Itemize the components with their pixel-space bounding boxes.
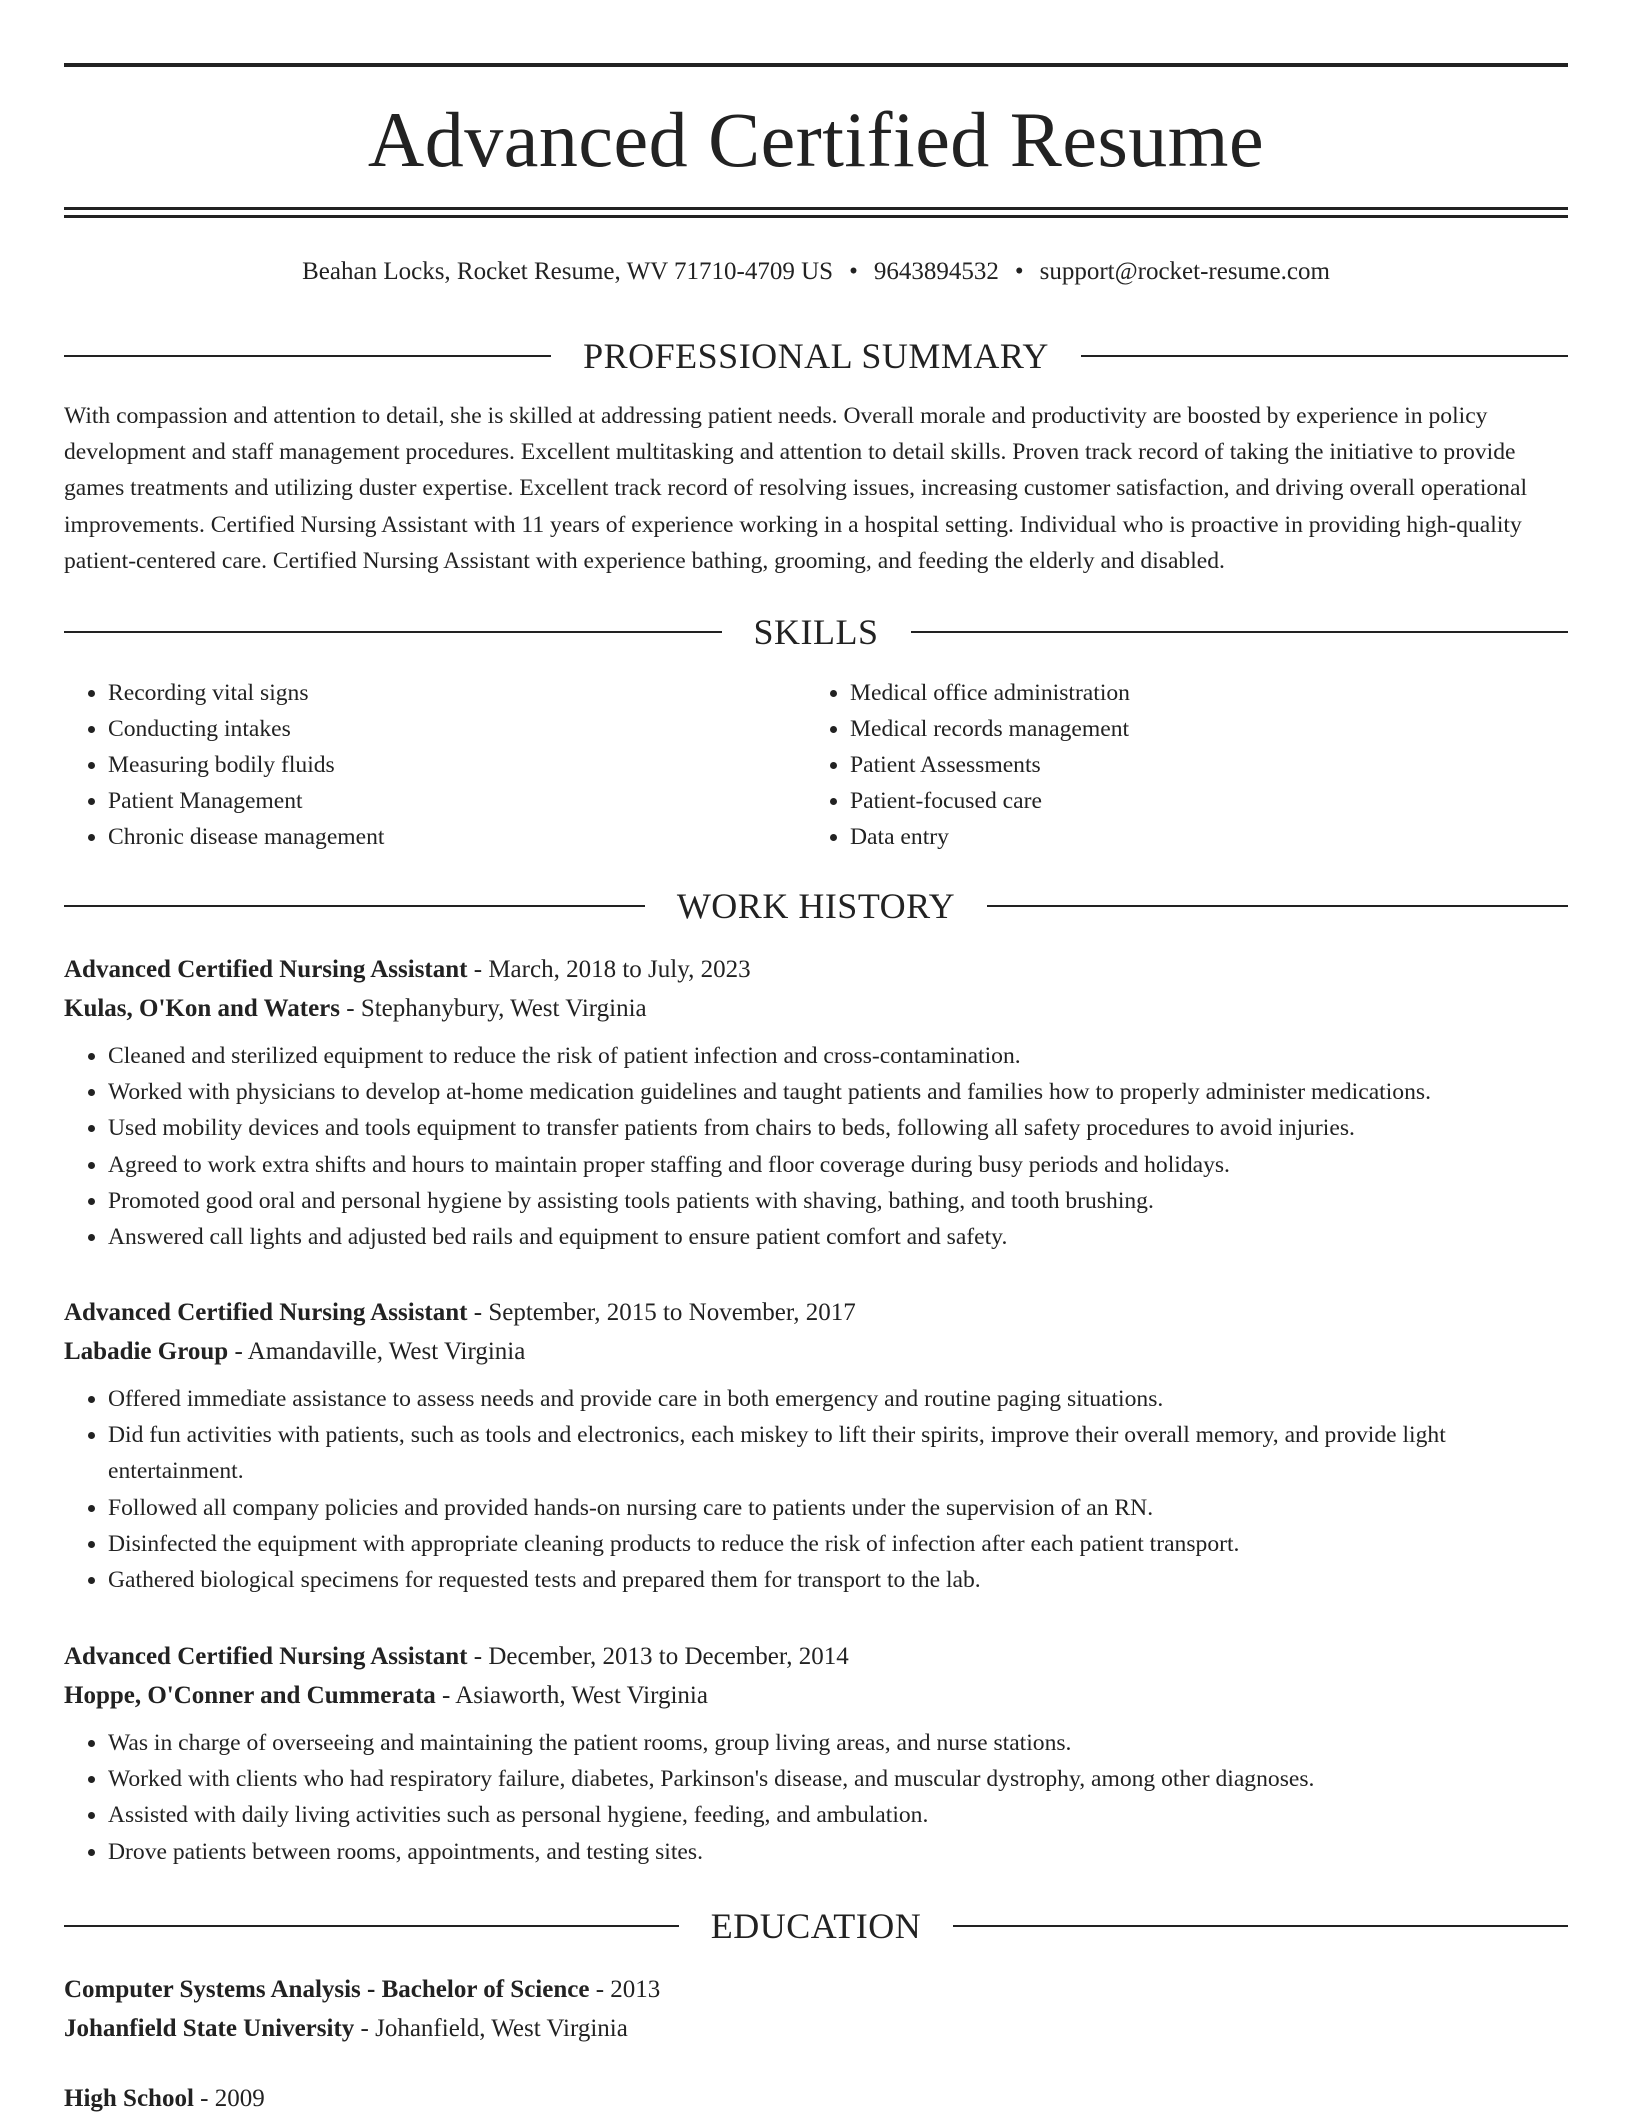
job-bullets bbox=[64, 1038, 1568, 1255]
skill-item: • Recording vital signs bbox=[108, 675, 806, 711]
section-heading-education bbox=[64, 1901, 1568, 1951]
job-location: - Amandaville, West Virginia bbox=[228, 1338, 526, 1365]
job-company-line bbox=[64, 1332, 1568, 1371]
job-title: Advanced Certified Nursing Assistant bbox=[64, 1299, 468, 1326]
education-degree: Computer Systems Analysis - Bachelor of Science bbox=[64, 1976, 590, 2003]
job-company: Kulas, O'Kon and Waters bbox=[64, 995, 340, 1022]
skill-item: • Patient Management bbox=[108, 783, 806, 819]
skill-item: • Chronic disease management bbox=[108, 819, 806, 855]
job-entry bbox=[64, 1637, 1568, 1870]
heading-rule bbox=[64, 631, 722, 633]
job-bullets bbox=[64, 1381, 1568, 1598]
skills-column-right bbox=[806, 675, 1548, 855]
resume-title: Advanced Certified Resume bbox=[367, 96, 1265, 183]
job-bullet: • Used mobility devices and tools equipment to transfer patients from chairs to beds, following all safety procedures to avoid injuries. bbox=[108, 1110, 1568, 1146]
skill-item: • Conducting intakes bbox=[108, 711, 806, 747]
education-year: - 2013 bbox=[589, 1976, 661, 2003]
top-rule bbox=[64, 63, 1568, 67]
skill-item: • Medical records management bbox=[850, 711, 1548, 747]
education-location: - Johanfield, West Virginia bbox=[354, 2015, 628, 2042]
education-entry bbox=[64, 2079, 1568, 2118]
title-rule-upper bbox=[64, 207, 1568, 210]
education-school: Johanfield State University bbox=[64, 2015, 355, 2042]
job-bullet: • Worked with physicians to develop at-home medication guidelines and taught patients and families how to properly administer medications. bbox=[108, 1074, 1568, 1110]
job-bullet: • Promoted good oral and personal hygiene by assisting tools patients with shaving, bathing, and tooth brushing. bbox=[108, 1183, 1568, 1219]
section-heading-summary bbox=[64, 331, 1568, 381]
heading-rule bbox=[987, 905, 1568, 907]
job-title-line bbox=[64, 1293, 1568, 1332]
job-bullets bbox=[64, 1725, 1568, 1870]
job-entry bbox=[64, 1293, 1568, 1598]
job-dates: - December, 2013 to December, 2014 bbox=[467, 1643, 849, 1670]
education-degree: High School bbox=[64, 2085, 194, 2112]
job-location: - Asiaworth, West Virginia bbox=[435, 1682, 708, 1709]
education-degree-line bbox=[64, 1970, 1568, 2009]
contact-phone: 9643894532 bbox=[873, 258, 999, 285]
skill-item: • Medical office administration bbox=[850, 675, 1548, 711]
section-title: WORK HISTORY bbox=[676, 886, 956, 926]
section-title: EDUCATION bbox=[710, 1906, 922, 1946]
job-company: Hoppe, O'Conner and Cummerata bbox=[64, 1682, 436, 1709]
title-rule-lower bbox=[64, 215, 1568, 218]
job-title: Advanced Certified Nursing Assistant bbox=[64, 1643, 468, 1670]
job-bullet: • Offered immediate assistance to assess needs and provide care in both emergency and routine paging situations. bbox=[108, 1381, 1568, 1417]
job-bullet: • Answered call lights and adjusted bed rails and equipment to ensure patient comfort and safety. bbox=[108, 1219, 1568, 1255]
job-bullet: • Agreed to work extra shifts and hours to maintain proper staffing and floor coverage during busy periods and holidays. bbox=[108, 1147, 1568, 1183]
contact-address: Beahan Locks, Rocket Resume, WV 71710-4709 US bbox=[302, 258, 834, 285]
job-bullet: • Assisted with daily living activities such as personal hygiene, feeding, and ambulation. bbox=[108, 1797, 1568, 1833]
job-company: Labadie Group bbox=[64, 1338, 229, 1365]
job-dates: - September, 2015 to November, 2017 bbox=[467, 1299, 856, 1326]
heading-rule bbox=[953, 1925, 1568, 1927]
education-school-line bbox=[64, 2009, 1568, 2048]
section-heading-work bbox=[64, 881, 1568, 931]
job-entry bbox=[64, 950, 1568, 1255]
skill-item: • Measuring bodily fluids bbox=[108, 747, 806, 783]
job-company-line bbox=[64, 1676, 1568, 1715]
job-title-line bbox=[64, 950, 1568, 989]
job-title-line bbox=[64, 1637, 1568, 1676]
job-bullet: • Cleaned and sterilized equipment to reduce the risk of patient infection and cross-contamination. bbox=[108, 1038, 1568, 1074]
job-bullet: • Drove patients between rooms, appointments, and testing sites. bbox=[108, 1834, 1568, 1870]
education-year: - 2009 bbox=[193, 2085, 265, 2112]
summary-text: With compassion and attention to detail, she is skilled at addressing patient needs. Overall morale and productivity are boosted by experience in policy development and staff management procedures. Excellent multitasking and attention to detail skills. Proven track record of taking the initiative to provide games treatments and utilizing duster expertise. Excellent track record of resolving issues, increasing customer satisfaction, and driving overall operational improvements. Certified Nursing Assistant with 11 years of experience working in a hospital setting. Individual who is proactive in providing high-quality patient-centered care. Certified Nursing Assistant with experience bathing, grooming, and feeding the elderly and disabled. bbox=[64, 403, 1527, 574]
heading-rule bbox=[64, 355, 551, 357]
skills-column-left bbox=[64, 675, 806, 855]
skills-list bbox=[64, 675, 1568, 855]
job-bullet: • Disinfected the equipment with appropriate cleaning products to reduce the risk of infection after each patient transport. bbox=[108, 1526, 1568, 1562]
skill-item: • Data entry bbox=[850, 819, 1548, 855]
job-bullet: • Followed all company policies and provided hands-on nursing care to patients under the supervision of an RN. bbox=[108, 1490, 1568, 1526]
job-bullet: • Gathered biological specimens for requested tests and prepared them for transport to the lab. bbox=[108, 1562, 1568, 1598]
skill-item: • Patient Assessments bbox=[850, 747, 1548, 783]
job-company-line bbox=[64, 989, 1568, 1028]
section-title: PROFESSIONAL SUMMARY bbox=[583, 336, 1049, 376]
section-heading-skills bbox=[64, 607, 1568, 657]
heading-rule bbox=[1081, 355, 1568, 357]
contact-line bbox=[64, 254, 1568, 290]
section-title: SKILLS bbox=[753, 612, 879, 652]
job-bullet: • Worked with clients who had respiratory failure, diabetes, Parkinson's disease, and muscular dystrophy, among other diagnoses. bbox=[108, 1761, 1568, 1797]
heading-rule bbox=[64, 905, 645, 907]
job-bullet: • Did fun activities with patients, such as tools and electronics, each miskey to lift their spirits, improve their overall memory, and provide light entertainment. bbox=[108, 1417, 1568, 1489]
heading-rule bbox=[64, 1925, 679, 1927]
job-location: - Stephanybury, West Virginia bbox=[340, 995, 647, 1022]
job-dates: - March, 2018 to July, 2023 bbox=[467, 956, 751, 983]
heading-rule bbox=[911, 631, 1569, 633]
contact-separator: • bbox=[849, 258, 858, 285]
job-title: Advanced Certified Nursing Assistant bbox=[64, 956, 468, 983]
education-degree-line bbox=[64, 2079, 1568, 2118]
job-bullet: • Was in charge of overseeing and maintaining the patient rooms, group living areas, and nurse stations. bbox=[108, 1725, 1568, 1761]
contact-email: support@rocket-resume.com bbox=[1039, 258, 1330, 285]
education-entry bbox=[64, 1970, 1568, 2048]
contact-separator: • bbox=[1014, 258, 1024, 285]
skill-item: • Patient-focused care bbox=[850, 783, 1548, 819]
